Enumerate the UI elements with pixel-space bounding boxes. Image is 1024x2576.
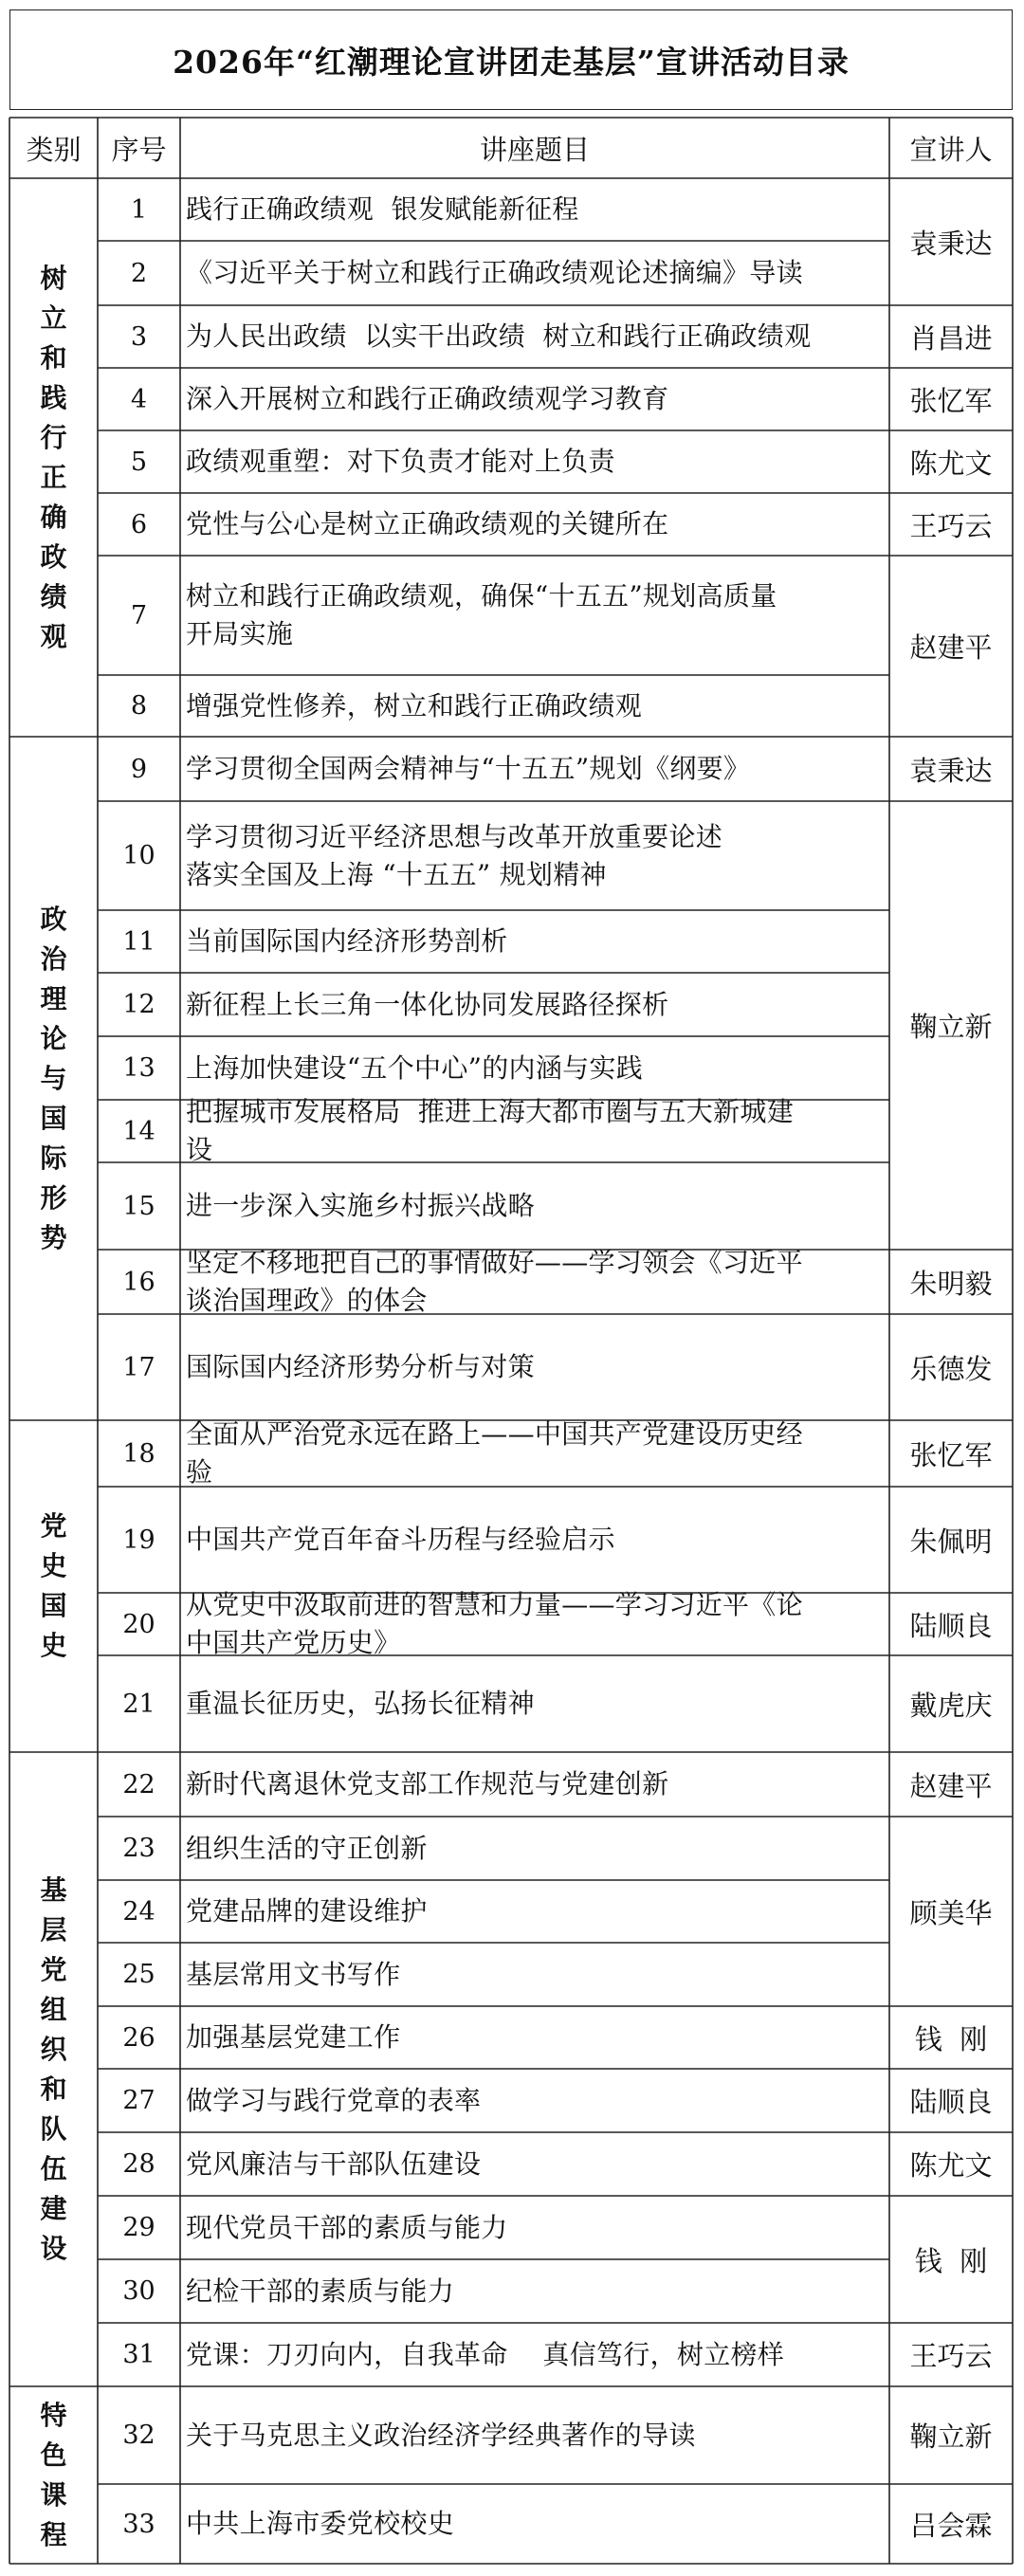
header-speaker: 宣讲人 [909,133,993,166]
header-category: 类别 [26,133,82,166]
row-number: 19 [122,1525,155,1555]
row-topic: 重温长征历史，弘扬长征精神 [186,1688,535,1719]
row-topic: 深入开展树立和践行正确政绩观学习教育 [186,383,669,414]
row-number: 5 [130,447,148,477]
speaker-name: 钱 刚 [914,2244,988,2277]
header-number: 序号 [111,133,167,166]
row-number: 32 [122,2421,155,2450]
speaker-name: 肖昌进 [909,321,993,355]
row-number: 24 [122,1896,155,1927]
row-topic: 践行正确政绩观 银发赋能新征程 [186,193,579,225]
row-number: 31 [122,2340,155,2369]
row-topic: 学习贯彻习近平经济思想与改革开放重要论述 落实全国及上海 “十五五” 规划精神 [186,820,723,890]
row-topic: 为人民出政绩 以实干出政绩 树立和践行正确政绩观 [186,320,812,352]
speaker-name: 陆顺良 [909,2086,993,2118]
row-topic: 关于马克思主义政治经济学经典著作的导读 [186,2419,696,2451]
category-text: 政治理论与国际形势 [40,903,67,1253]
row-number: 15 [122,1191,155,1221]
row-topic: 当前国际国内经济形势剖析 [186,925,508,957]
speaker-name: 陈尤文 [909,2149,993,2182]
row-number: 23 [122,1834,155,1863]
row-topic: 做学习与践行党章的表率 [186,2084,482,2116]
row-topic: 党课：刀刃向内，自我革命 真信笃行，树立榜样 [186,2338,785,2370]
category-text: 基层党组织和队伍建设 [40,1873,67,2264]
speaker-name: 朱佩明 [909,1525,993,1558]
speaker-name: 张忆军 [909,384,993,417]
row-topic: 政绩观重塑：对下负责才能对上负责 [186,446,615,477]
row-topic: 全面从严治党永远在路上——中国共产党建设历史经 验 [186,1418,803,1488]
row-topic: 树立和践行正确政绩观，确保“十五五”规划高质量 开局实施 [186,580,777,649]
row-number: 10 [122,841,155,870]
row-number: 4 [130,384,148,414]
row-number: 6 [130,509,148,539]
category-text: 党史国史 [40,1510,67,1661]
row-topic: 从党史中汲取前进的智慧和力量——学习习近平《论 中国共产党历史》 [186,1589,803,1658]
speaker-name: 袁秉达 [909,754,993,787]
row-number: 2 [130,258,148,288]
row-topic: 组织生活的守正创新 [186,1832,428,1864]
speaker-name: 陆顺良 [909,1609,993,1642]
row-number: 1 [130,194,148,225]
row-number: 22 [122,1769,155,1800]
row-number: 18 [122,1438,155,1469]
row-topic: 学习贯彻全国两会精神与“十五五”规划《纲要》 [186,753,751,784]
speaker-name: 朱明毅 [909,1267,993,1300]
speaker-name: 赵建平 [909,631,993,664]
row-number: 8 [130,691,148,721]
row-number: 21 [122,1689,155,1719]
speaker-name: 袁秉达 [909,227,993,260]
row-number: 16 [122,1267,155,1297]
page-title: 2026年“红潮理论宣讲团走基层”宣讲活动目录 [9,9,1013,110]
speaker-name: 钱 刚 [914,2022,988,2055]
speaker-name: 鞠立新 [909,1011,993,1043]
speaker-name: 鞠立新 [909,2421,993,2453]
row-number: 26 [122,2022,155,2053]
row-topic: 党性与公心是树立正确政绩观的关键所在 [186,508,669,539]
row-topic: 现代党员干部的素质与能力 [186,2211,508,2243]
row-number: 33 [122,2509,155,2539]
row-topic: 新征程上长三角一体化协同发展路径探析 [186,988,669,1020]
row-number: 11 [122,926,155,957]
speaker-name: 戴虎庆 [909,1689,993,1722]
speaker-name: 吕会霖 [909,2509,993,2542]
row-number: 28 [122,2149,155,2179]
row-topic: 中共上海市委党校校史 [186,2508,455,2539]
header-topic: 讲座题目 [479,133,590,166]
row-number: 7 [130,600,148,630]
row-topic: 中国共产党百年奋斗历程与经验启示 [186,1524,615,1555]
row-number: 9 [130,754,148,784]
row-topic: 党建品牌的建设维护 [186,1895,428,1927]
row-topic: 新时代离退休党支部工作规范与党建创新 [186,1768,669,1800]
row-topic: 把握城市发展格局 推进上海大都市圈与五大新城建 设 [186,1096,795,1165]
row-number: 25 [122,1960,155,1989]
speaker-name: 张忆军 [909,1438,993,1471]
row-number: 3 [130,321,148,352]
speaker-name: 乐德发 [909,1352,993,1385]
row-topic: 基层常用文书写作 [186,1958,401,1990]
row-topic: 坚定不移地把自己的事情做好——学习领会《习近平 谈治国理政》的体会 [186,1247,803,1316]
row-number: 27 [122,2086,155,2115]
row-number: 17 [122,1352,155,1382]
speaker-name: 王巧云 [909,509,993,542]
row-topic: 加强基层党建工作 [186,2021,401,2053]
row-topic: 党风廉洁与干部队伍建设 [186,2147,482,2180]
row-topic: 进一步深入实施乡村振兴战略 [186,1190,535,1221]
category-text: 特色课程 [40,2399,67,2550]
row-topic: 上海加快建设“五个中心”的内涵与实践 [186,1051,644,1084]
row-number: 30 [122,2276,155,2306]
row-topic: 国际国内经济形势分析与对策 [186,1351,535,1382]
speaker-name: 赵建平 [909,1769,993,1802]
row-number: 12 [122,990,155,1019]
row-number: 14 [122,1116,155,1146]
row-number: 13 [122,1053,155,1083]
row-number: 29 [122,2213,155,2242]
row-topic: 《习近平关于树立和践行正确政绩观论述摘编》导读 [186,257,803,288]
speaker-name: 王巧云 [909,2340,993,2372]
row-topic: 增强党性修养，树立和践行正确政绩观 [186,689,643,722]
row-topic: 纪检干部的素质与能力 [186,2275,455,2307]
speaker-name: 陈尤文 [909,447,993,480]
row-number: 20 [122,1609,155,1639]
category-text: 树立和践行正确政绩观 [40,262,67,652]
speaker-name: 顾美华 [909,1896,993,1929]
